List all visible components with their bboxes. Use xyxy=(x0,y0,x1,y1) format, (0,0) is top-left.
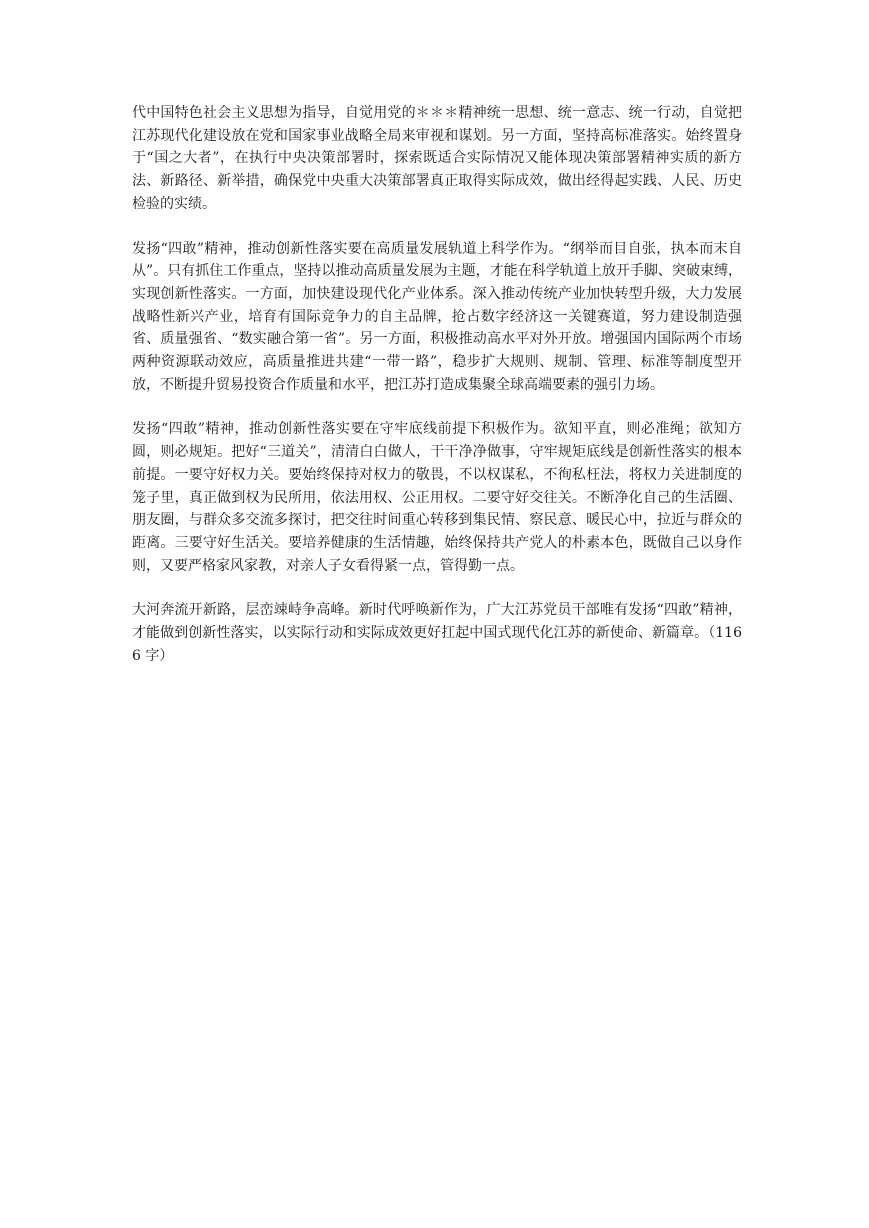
paragraph-4: 大河奔流开新路，层峦竦峙争高峰。新时代呼唤新作为，广大江苏党员干部唯有发扬“四敢”精神，才能做到创新性落实，以实际行动和实际成效更好扛起中国式现代化江苏的新使命、新篇章。（1166 字） xyxy=(132,602,742,664)
document-body xyxy=(132,102,742,689)
paragraph-3: 发扬“四敢”精神，推动创新性落实要在守牢底线前提下积极作为。欲知平直，则必准绳；欲知方圆，则必规矩。把好“三道关”，清清白白做人，干干净净做事，守牢规矩底线是创新性落实的根本前提。一要守好权力关。要始终保持对权力的敬畏，不以权谋私，不徇私枉法，将权力关进制度的笼子里，真正做到权为民所用，依法用权、公正用权。二要守好交往关。不断净化自己的生活圈、朋友圈，与群众多交流多探讨，把交往时间重心转移到集民情、察民意、暖民心中，拉近与群众的距离。三要守好生活关。要培养健康的生活情趣，始终保持共产党人的朴素本色，既做自己以身作则，又要严格家风家教，对亲人子女看得紧一点，管得勤一点。 xyxy=(132,421,742,574)
paragraph-2: 发扬“四敢”精神，推动创新性落实要在高质量发展轨道上科学作为。“纲举而目自张，执本而末自从”。只有抓住工作重点，坚持以推动高质量发展为主题，才能在科学轨道上放开手脚、突破束缚，实现创新性落实。一方面，加快建设现代化产业体系。深入推动传统产业加快转型升级，大力发展战略性新兴产业，培育有国际竞争力的自主品牌，抢占数字经济这一关键赛道，努力建设制造强省、质量强省、“数实融合第一省”。另一方面，积极推动高水平对外开放。增强国内国际两个市场两种资源联动效应，高质量推进共建“一带一路”，稳步扩大规则、规制、管理、标准等制度型开放，不断提升贸易投资合作质量和水平，把江苏打造成集聚全球高端要素的强引力场。 xyxy=(132,240,742,393)
paragraph-1: 代中国特色社会主义思想为指导，自觉用党的＊＊＊精神统一思想、统一意志、统一行动，自觉把江苏现代化建设放在党和国家事业战略全局来审视和谋划。另一方面，坚持高标准落实。始终置身于“国之大者”，在执行中央决策部署时，探索既适合实际情况又能体现决策部署精神实质的新方法、新路径、新举措，确保党中央重大决策部署真正取得实际成效，做出经得起实践、人民、历史检验的实绩。 xyxy=(132,105,742,212)
